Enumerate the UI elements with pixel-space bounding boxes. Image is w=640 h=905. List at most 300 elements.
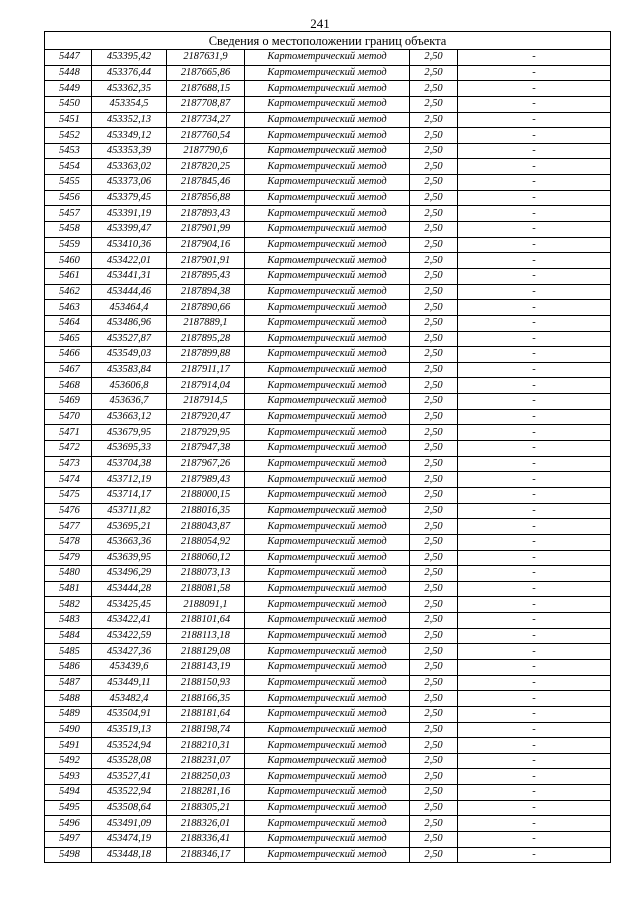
accuracy-cell: 2,50 — [410, 456, 458, 472]
method-cell: Картометрический метод — [245, 800, 410, 816]
table-row — [45, 628, 611, 644]
y-coordinate-cell: 2188198,74 — [167, 722, 245, 738]
point-number-cell: 5490 — [45, 722, 92, 738]
y-coordinate-cell: 2188181,64 — [167, 706, 245, 722]
table-row — [45, 800, 611, 816]
y-coordinate-cell: 2187856,88 — [167, 190, 245, 206]
x-coordinate-cell: 453711,82 — [92, 503, 167, 519]
description-cell: - — [458, 628, 611, 644]
y-coordinate-cell: 2187893,43 — [167, 206, 245, 222]
point-number-cell: 5492 — [45, 753, 92, 769]
point-number-cell: 5464 — [45, 315, 92, 331]
accuracy-cell: 2,50 — [410, 300, 458, 316]
method-cell: Картометрический метод — [245, 300, 410, 316]
point-number-cell: 5477 — [45, 519, 92, 535]
accuracy-cell: 2,50 — [410, 409, 458, 425]
table-title-row — [45, 32, 611, 50]
x-coordinate-cell: 453444,46 — [92, 284, 167, 300]
point-number-cell: 5481 — [45, 581, 92, 597]
accuracy-cell: 2,50 — [410, 785, 458, 801]
x-coordinate-cell: 453354,5 — [92, 96, 167, 112]
accuracy-cell: 2,50 — [410, 706, 458, 722]
point-number-cell: 5478 — [45, 534, 92, 550]
table-row — [45, 659, 611, 675]
description-cell: - — [458, 253, 611, 269]
table-row — [45, 253, 611, 269]
accuracy-cell: 2,50 — [410, 128, 458, 144]
table-row — [45, 738, 611, 754]
table-row — [45, 190, 611, 206]
method-cell: Картометрический метод — [245, 143, 410, 159]
point-number-cell: 5497 — [45, 832, 92, 848]
method-cell: Картометрический метод — [245, 472, 410, 488]
table-row — [45, 456, 611, 472]
description-cell: - — [458, 597, 611, 613]
table-row — [45, 300, 611, 316]
y-coordinate-cell: 2188231,07 — [167, 753, 245, 769]
point-number-cell: 5469 — [45, 394, 92, 410]
y-coordinate-cell: 2188101,64 — [167, 613, 245, 629]
description-cell: - — [458, 268, 611, 284]
point-number-cell: 5461 — [45, 268, 92, 284]
table-row — [45, 753, 611, 769]
x-coordinate-cell: 453427,36 — [92, 644, 167, 660]
description-cell: - — [458, 394, 611, 410]
point-number-cell: 5482 — [45, 597, 92, 613]
y-coordinate-cell: 2188081,58 — [167, 581, 245, 597]
method-cell: Картометрический метод — [245, 503, 410, 519]
point-number-cell: 5467 — [45, 362, 92, 378]
y-coordinate-cell: 2188016,35 — [167, 503, 245, 519]
point-number-cell: 5486 — [45, 659, 92, 675]
method-cell: Картометрический метод — [245, 190, 410, 206]
description-cell: - — [458, 159, 611, 175]
x-coordinate-cell: 453636,7 — [92, 394, 167, 410]
y-coordinate-cell: 2188143,19 — [167, 659, 245, 675]
accuracy-cell: 2,50 — [410, 503, 458, 519]
table-row — [45, 441, 611, 457]
table-row — [45, 503, 611, 519]
accuracy-cell: 2,50 — [410, 362, 458, 378]
y-coordinate-cell: 2187914,04 — [167, 378, 245, 394]
point-number-cell: 5471 — [45, 425, 92, 441]
table-row — [45, 159, 611, 175]
table-row — [45, 96, 611, 112]
method-cell: Картометрический метод — [245, 175, 410, 191]
x-coordinate-cell: 453491,09 — [92, 816, 167, 832]
y-coordinate-cell: 2187914,5 — [167, 394, 245, 410]
method-cell: Картометрический метод — [245, 769, 410, 785]
accuracy-cell: 2,50 — [410, 159, 458, 175]
x-coordinate-cell: 453410,36 — [92, 237, 167, 253]
table-row — [45, 222, 611, 238]
table-row — [45, 315, 611, 331]
point-number-cell: 5470 — [45, 409, 92, 425]
description-cell: - — [458, 378, 611, 394]
y-coordinate-cell: 2188129,08 — [167, 644, 245, 660]
description-cell: - — [458, 566, 611, 582]
x-coordinate-cell: 453519,13 — [92, 722, 167, 738]
table-row — [45, 347, 611, 363]
table-row — [45, 284, 611, 300]
boundary-table — [44, 31, 611, 863]
method-cell: Картометрический метод — [245, 534, 410, 550]
y-coordinate-cell: 2187890,66 — [167, 300, 245, 316]
accuracy-cell: 2,50 — [410, 550, 458, 566]
x-coordinate-cell: 453391,19 — [92, 206, 167, 222]
x-coordinate-cell: 453376,44 — [92, 65, 167, 81]
description-cell: - — [458, 222, 611, 238]
y-coordinate-cell: 2187708,87 — [167, 96, 245, 112]
x-coordinate-cell: 453663,12 — [92, 409, 167, 425]
accuracy-cell: 2,50 — [410, 644, 458, 660]
y-coordinate-cell: 2187631,9 — [167, 50, 245, 66]
table-row — [45, 362, 611, 378]
point-number-cell: 5468 — [45, 378, 92, 394]
description-cell: - — [458, 284, 611, 300]
method-cell: Картометрический метод — [245, 96, 410, 112]
table-row — [45, 487, 611, 503]
y-coordinate-cell: 2188113,18 — [167, 628, 245, 644]
method-cell: Картометрический метод — [245, 331, 410, 347]
table-row — [45, 832, 611, 848]
description-cell: - — [458, 237, 611, 253]
x-coordinate-cell: 453695,33 — [92, 441, 167, 457]
method-cell: Картометрический метод — [245, 659, 410, 675]
accuracy-cell: 2,50 — [410, 534, 458, 550]
point-number-cell: 5459 — [45, 237, 92, 253]
description-cell: - — [458, 769, 611, 785]
table-row — [45, 394, 611, 410]
method-cell: Картометрический метод — [245, 550, 410, 566]
accuracy-cell: 2,50 — [410, 268, 458, 284]
method-cell: Картометрический метод — [245, 112, 410, 128]
description-cell: - — [458, 706, 611, 722]
method-cell: Картометрический метод — [245, 691, 410, 707]
accuracy-cell: 2,50 — [410, 81, 458, 97]
point-number-cell: 5466 — [45, 347, 92, 363]
accuracy-cell: 2,50 — [410, 753, 458, 769]
table-row — [45, 143, 611, 159]
accuracy-cell: 2,50 — [410, 722, 458, 738]
table-title: Сведения о местоположении границ объекта — [45, 32, 611, 50]
accuracy-cell: 2,50 — [410, 769, 458, 785]
method-cell: Картометрический метод — [245, 832, 410, 848]
table-row — [45, 65, 611, 81]
x-coordinate-cell: 453448,18 — [92, 847, 167, 863]
accuracy-cell: 2,50 — [410, 112, 458, 128]
point-number-cell: 5498 — [45, 847, 92, 863]
x-coordinate-cell: 453464,4 — [92, 300, 167, 316]
point-number-cell: 5475 — [45, 487, 92, 503]
y-coordinate-cell: 2187899,88 — [167, 347, 245, 363]
method-cell: Картометрический метод — [245, 237, 410, 253]
x-coordinate-cell: 453714,17 — [92, 487, 167, 503]
point-number-cell: 5485 — [45, 644, 92, 660]
table-row — [45, 425, 611, 441]
point-number-cell: 5480 — [45, 566, 92, 582]
y-coordinate-cell: 2187967,26 — [167, 456, 245, 472]
accuracy-cell: 2,50 — [410, 847, 458, 863]
method-cell: Картометрический метод — [245, 81, 410, 97]
accuracy-cell: 2,50 — [410, 628, 458, 644]
table-row — [45, 581, 611, 597]
method-cell: Картометрический метод — [245, 644, 410, 660]
description-cell: - — [458, 691, 611, 707]
y-coordinate-cell: 2187889,1 — [167, 315, 245, 331]
accuracy-cell: 2,50 — [410, 425, 458, 441]
accuracy-cell: 2,50 — [410, 143, 458, 159]
x-coordinate-cell: 453704,38 — [92, 456, 167, 472]
x-coordinate-cell: 453363,02 — [92, 159, 167, 175]
accuracy-cell: 2,50 — [410, 816, 458, 832]
method-cell: Картометрический метод — [245, 847, 410, 863]
description-cell: - — [458, 832, 611, 848]
accuracy-cell: 2,50 — [410, 347, 458, 363]
accuracy-cell: 2,50 — [410, 175, 458, 191]
y-coordinate-cell: 2187665,86 — [167, 65, 245, 81]
x-coordinate-cell: 453527,41 — [92, 769, 167, 785]
accuracy-cell: 2,50 — [410, 284, 458, 300]
point-number-cell: 5457 — [45, 206, 92, 222]
description-cell: - — [458, 847, 611, 863]
method-cell: Картометрический метод — [245, 753, 410, 769]
accuracy-cell: 2,50 — [410, 800, 458, 816]
description-cell: - — [458, 816, 611, 832]
table-row — [45, 331, 611, 347]
accuracy-cell: 2,50 — [410, 378, 458, 394]
point-number-cell: 5476 — [45, 503, 92, 519]
y-coordinate-cell: 2187790,6 — [167, 143, 245, 159]
x-coordinate-cell: 453441,31 — [92, 268, 167, 284]
method-cell: Картометрический метод — [245, 394, 410, 410]
point-number-cell: 5460 — [45, 253, 92, 269]
x-coordinate-cell: 453352,13 — [92, 112, 167, 128]
description-cell: - — [458, 50, 611, 66]
method-cell: Картометрический метод — [245, 456, 410, 472]
method-cell: Картометрический метод — [245, 284, 410, 300]
x-coordinate-cell: 453504,91 — [92, 706, 167, 722]
x-coordinate-cell: 453528,08 — [92, 753, 167, 769]
accuracy-cell: 2,50 — [410, 331, 458, 347]
table-row — [45, 785, 611, 801]
accuracy-cell: 2,50 — [410, 581, 458, 597]
table-row — [45, 534, 611, 550]
y-coordinate-cell: 2188281,16 — [167, 785, 245, 801]
accuracy-cell: 2,50 — [410, 832, 458, 848]
description-cell: - — [458, 519, 611, 535]
x-coordinate-cell: 453679,95 — [92, 425, 167, 441]
description-cell: - — [458, 362, 611, 378]
point-number-cell: 5488 — [45, 691, 92, 707]
method-cell: Картометрический метод — [245, 613, 410, 629]
point-number-cell: 5465 — [45, 331, 92, 347]
method-cell: Картометрический метод — [245, 785, 410, 801]
y-coordinate-cell: 2187920,47 — [167, 409, 245, 425]
point-number-cell: 5463 — [45, 300, 92, 316]
method-cell: Картометрический метод — [245, 315, 410, 331]
point-number-cell: 5487 — [45, 675, 92, 691]
method-cell: Картометрический метод — [245, 378, 410, 394]
x-coordinate-cell: 453474,19 — [92, 832, 167, 848]
y-coordinate-cell: 2187904,16 — [167, 237, 245, 253]
accuracy-cell: 2,50 — [410, 237, 458, 253]
description-cell: - — [458, 143, 611, 159]
point-number-cell: 5447 — [45, 50, 92, 66]
method-cell: Картометрический метод — [245, 206, 410, 222]
table-row — [45, 816, 611, 832]
x-coordinate-cell: 453712,19 — [92, 472, 167, 488]
accuracy-cell: 2,50 — [410, 206, 458, 222]
y-coordinate-cell: 2188043,87 — [167, 519, 245, 535]
y-coordinate-cell: 2188091,1 — [167, 597, 245, 613]
description-cell: - — [458, 175, 611, 191]
method-cell: Картометрический метод — [245, 628, 410, 644]
x-coordinate-cell: 453362,35 — [92, 81, 167, 97]
point-number-cell: 5448 — [45, 65, 92, 81]
accuracy-cell: 2,50 — [410, 659, 458, 675]
description-cell: - — [458, 315, 611, 331]
method-cell: Картометрический метод — [245, 566, 410, 582]
x-coordinate-cell: 453522,94 — [92, 785, 167, 801]
method-cell: Картометрический метод — [245, 706, 410, 722]
description-cell: - — [458, 722, 611, 738]
description-cell: - — [458, 112, 611, 128]
point-number-cell: 5456 — [45, 190, 92, 206]
y-coordinate-cell: 2187929,95 — [167, 425, 245, 441]
table-row — [45, 769, 611, 785]
x-coordinate-cell: 453583,84 — [92, 362, 167, 378]
description-cell: - — [458, 785, 611, 801]
y-coordinate-cell: 2188054,92 — [167, 534, 245, 550]
description-cell: - — [458, 425, 611, 441]
x-coordinate-cell: 453422,41 — [92, 613, 167, 629]
x-coordinate-cell: 453508,64 — [92, 800, 167, 816]
description-cell: - — [458, 503, 611, 519]
method-cell: Картометрический метод — [245, 268, 410, 284]
description-cell: - — [458, 487, 611, 503]
table-row — [45, 691, 611, 707]
table-row — [45, 378, 611, 394]
description-cell: - — [458, 613, 611, 629]
table-row — [45, 112, 611, 128]
method-cell: Картометрический метод — [245, 159, 410, 175]
point-number-cell: 5495 — [45, 800, 92, 816]
y-coordinate-cell: 2187901,91 — [167, 253, 245, 269]
x-coordinate-cell: 453373,06 — [92, 175, 167, 191]
point-number-cell: 5489 — [45, 706, 92, 722]
table-row — [45, 175, 611, 191]
x-coordinate-cell: 453524,94 — [92, 738, 167, 754]
x-coordinate-cell: 453639,95 — [92, 550, 167, 566]
accuracy-cell: 2,50 — [410, 441, 458, 457]
y-coordinate-cell: 2188060,12 — [167, 550, 245, 566]
description-cell: - — [458, 81, 611, 97]
description-cell: - — [458, 441, 611, 457]
description-cell: - — [458, 456, 611, 472]
point-number-cell: 5450 — [45, 96, 92, 112]
table-row — [45, 644, 611, 660]
y-coordinate-cell: 2188166,35 — [167, 691, 245, 707]
accuracy-cell: 2,50 — [410, 190, 458, 206]
accuracy-cell: 2,50 — [410, 472, 458, 488]
x-coordinate-cell: 453444,28 — [92, 581, 167, 597]
table-row — [45, 409, 611, 425]
method-cell: Картометрический метод — [245, 675, 410, 691]
y-coordinate-cell: 2187911,17 — [167, 362, 245, 378]
description-cell: - — [458, 675, 611, 691]
x-coordinate-cell: 453449,11 — [92, 675, 167, 691]
point-number-cell: 5496 — [45, 816, 92, 832]
description-cell: - — [458, 738, 611, 754]
y-coordinate-cell: 2187901,99 — [167, 222, 245, 238]
table-row — [45, 847, 611, 863]
description-cell: - — [458, 800, 611, 816]
accuracy-cell: 2,50 — [410, 487, 458, 503]
y-coordinate-cell: 2187894,38 — [167, 284, 245, 300]
description-cell: - — [458, 550, 611, 566]
method-cell: Картометрический метод — [245, 362, 410, 378]
description-cell: - — [458, 659, 611, 675]
y-coordinate-cell: 2188150,93 — [167, 675, 245, 691]
accuracy-cell: 2,50 — [410, 65, 458, 81]
description-cell: - — [458, 581, 611, 597]
method-cell: Картометрический метод — [245, 347, 410, 363]
point-number-cell: 5491 — [45, 738, 92, 754]
accuracy-cell: 2,50 — [410, 613, 458, 629]
page-number: 241 — [310, 16, 330, 31]
accuracy-cell: 2,50 — [410, 394, 458, 410]
description-cell: - — [458, 65, 611, 81]
point-number-cell: 5484 — [45, 628, 92, 644]
description-cell: - — [458, 300, 611, 316]
accuracy-cell: 2,50 — [410, 253, 458, 269]
point-number-cell: 5454 — [45, 159, 92, 175]
x-coordinate-cell: 453695,21 — [92, 519, 167, 535]
y-coordinate-cell: 2188346,17 — [167, 847, 245, 863]
table-row — [45, 613, 611, 629]
description-cell: - — [458, 472, 611, 488]
method-cell: Картометрический метод — [245, 441, 410, 457]
description-cell: - — [458, 190, 611, 206]
accuracy-cell: 2,50 — [410, 566, 458, 582]
method-cell: Картометрический метод — [245, 222, 410, 238]
table-row — [45, 675, 611, 691]
y-coordinate-cell: 2188210,31 — [167, 738, 245, 754]
accuracy-cell: 2,50 — [410, 597, 458, 613]
accuracy-cell: 2,50 — [410, 96, 458, 112]
method-cell: Картометрический метод — [245, 722, 410, 738]
y-coordinate-cell: 2188073,13 — [167, 566, 245, 582]
x-coordinate-cell: 453425,45 — [92, 597, 167, 613]
table-row — [45, 706, 611, 722]
point-number-cell: 5494 — [45, 785, 92, 801]
method-cell: Картометрический метод — [245, 425, 410, 441]
table-row — [45, 50, 611, 66]
point-number-cell: 5479 — [45, 550, 92, 566]
x-coordinate-cell: 453353,39 — [92, 143, 167, 159]
table-row — [45, 268, 611, 284]
y-coordinate-cell: 2188000,15 — [167, 487, 245, 503]
x-coordinate-cell: 453527,87 — [92, 331, 167, 347]
point-number-cell: 5451 — [45, 112, 92, 128]
point-number-cell: 5458 — [45, 222, 92, 238]
y-coordinate-cell: 2188336,41 — [167, 832, 245, 848]
table-row — [45, 566, 611, 582]
point-number-cell: 5452 — [45, 128, 92, 144]
method-cell: Картометрический метод — [245, 738, 410, 754]
method-cell: Картометрический метод — [245, 65, 410, 81]
